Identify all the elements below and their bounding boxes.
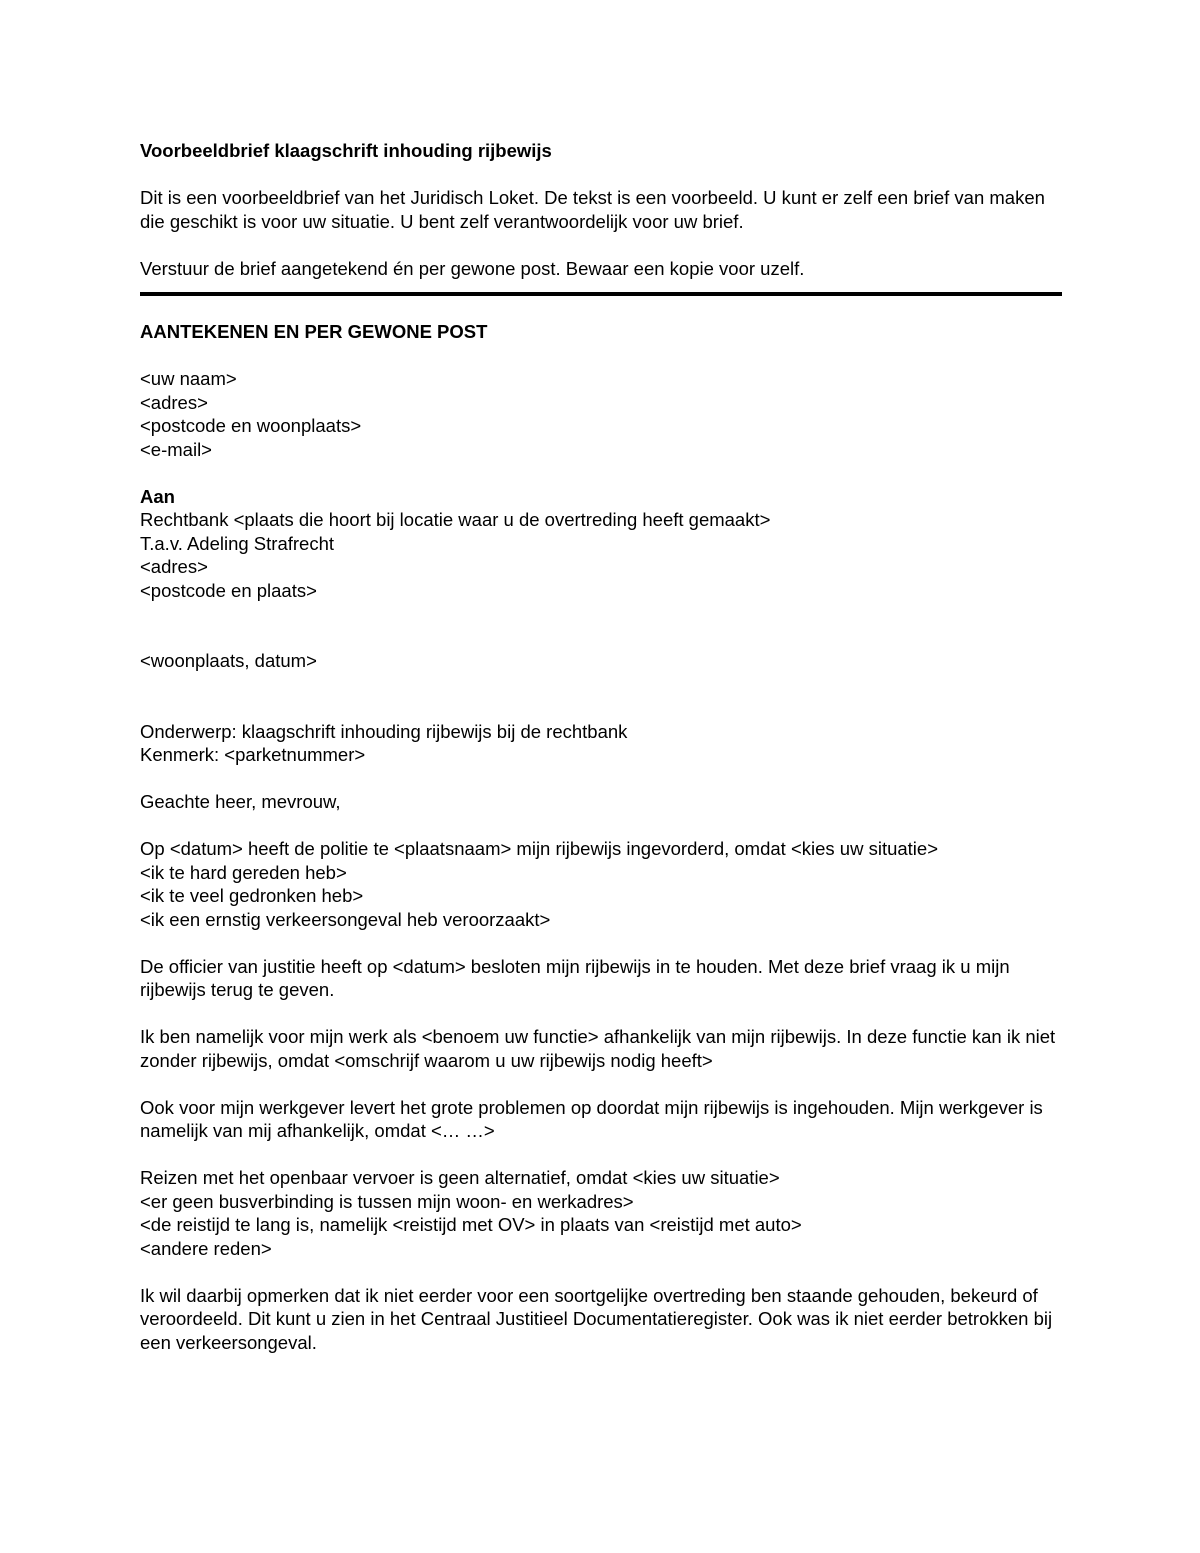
paragraph-employer: Ook voor mijn werkgever levert het grote problemen op doordat mijn rijbewijs is ingehouden. Mijn werkgever is namelijk van mij afhankelijk, omdat <… …> <box>140 1096 1043 1141</box>
option-line: <de reistijd te lang is, namelijk <reistijd met OV> in plaats van <reistijd met auto> <box>140 1214 802 1235</box>
document-page <box>140 139 1065 1354</box>
sender-name: <uw naam> <box>140 368 237 389</box>
subject-line: Onderwerp: klaagschrift inhouding rijbewijs bij de rechtbank <box>140 720 628 742</box>
intro-paragraph: Dit is een voorbeeldbrief van het Juridisch Loket. De tekst is een voorbeeld. U kunt er zelf een brief van maken die geschikt is voor uw situatie. U bent zelf verantwoordelijk voor uw brief. <box>140 187 1045 232</box>
subject-block <box>140 720 1065 767</box>
option-line: <ik te hard gereden heb> <box>140 861 347 883</box>
recipient-address: <adres> <box>140 556 208 577</box>
option-line: <andere reden> <box>140 1237 272 1259</box>
paragraph-line: Reizen met het openbaar vervoer is geen alternatief, omdat <kies uw situatie> <box>140 1167 780 1188</box>
paragraph-record: Ik wil daarbij opmerken dat ik niet eerder voor een soortgelijke overtreding ben staande gehouden, bekeurd of veroordeeld. Dit kunt u zien in het Centraal Justitieel Documentatieregister. Ook was ik niet eerder betrokken bij een verkeersongeval. <box>140 1284 1053 1353</box>
reference-line: Kenmerk: <parketnummer> <box>140 744 366 765</box>
paragraph-line: Op <datum> heeft de politie te <plaatsnaam> mijn rijbewijs ingevorderd, omdat <kies uw situatie> <box>140 838 939 859</box>
option-line: <ik een ernstig verkeersongeval heb veroorzaakt> <box>140 908 551 930</box>
paragraph-situation <box>140 837 1065 931</box>
paragraph-decision: De officier van justitie heeft op <datum> besloten mijn rijbewijs in te houden. Met deze brief vraag ik u mijn rijbewijs terug te geven. <box>140 955 1010 1000</box>
place-date: <woonplaats, datum> <box>140 650 317 671</box>
recipient-block <box>140 485 1065 603</box>
recipient-label: Aan <box>140 485 175 507</box>
paragraph-transport <box>140 1166 1065 1260</box>
recipient-postcode: <postcode en plaats> <box>140 579 317 601</box>
instruction-paragraph: Verstuur de brief aangetekend én per gewone post. Bewaar een kopie voor uzelf. <box>140 257 805 279</box>
option-line: <ik te veel gedronken heb> <box>140 885 364 906</box>
option-line: <er geen busverbinding is tussen mijn woon- en werkadres> <box>140 1190 634 1212</box>
recipient-court: Rechtbank <plaats die hoort bij locatie waar u de overtreding heeft gemaakt> <box>140 509 771 530</box>
letter-heading: AANTEKENEN EN PER GEWONE POST <box>140 321 488 342</box>
sender-email: <e-mail> <box>140 438 212 460</box>
sender-postcode: <postcode en woonplaats> <box>140 415 362 436</box>
salutation: Geachte heer, mevrouw, <box>140 791 341 812</box>
paragraph-work: Ik ben namelijk voor mijn werk als <benoem uw functie> afhankelijk van mijn rijbewijs. In deze functie kan ik niet zonder rijbewijs, omdat <omschrijf waarom u uw rijbewijs nodig heeft> <box>140 1026 1056 1071</box>
recipient-attention: T.a.v. Adeling Strafrecht <box>140 532 335 554</box>
sender-block <box>140 367 1065 461</box>
horizontal-divider <box>140 292 1062 296</box>
sender-address: <adres> <box>140 391 208 413</box>
document-title: Voorbeeldbrief klaagschrift inhouding rijbewijs <box>140 140 552 161</box>
